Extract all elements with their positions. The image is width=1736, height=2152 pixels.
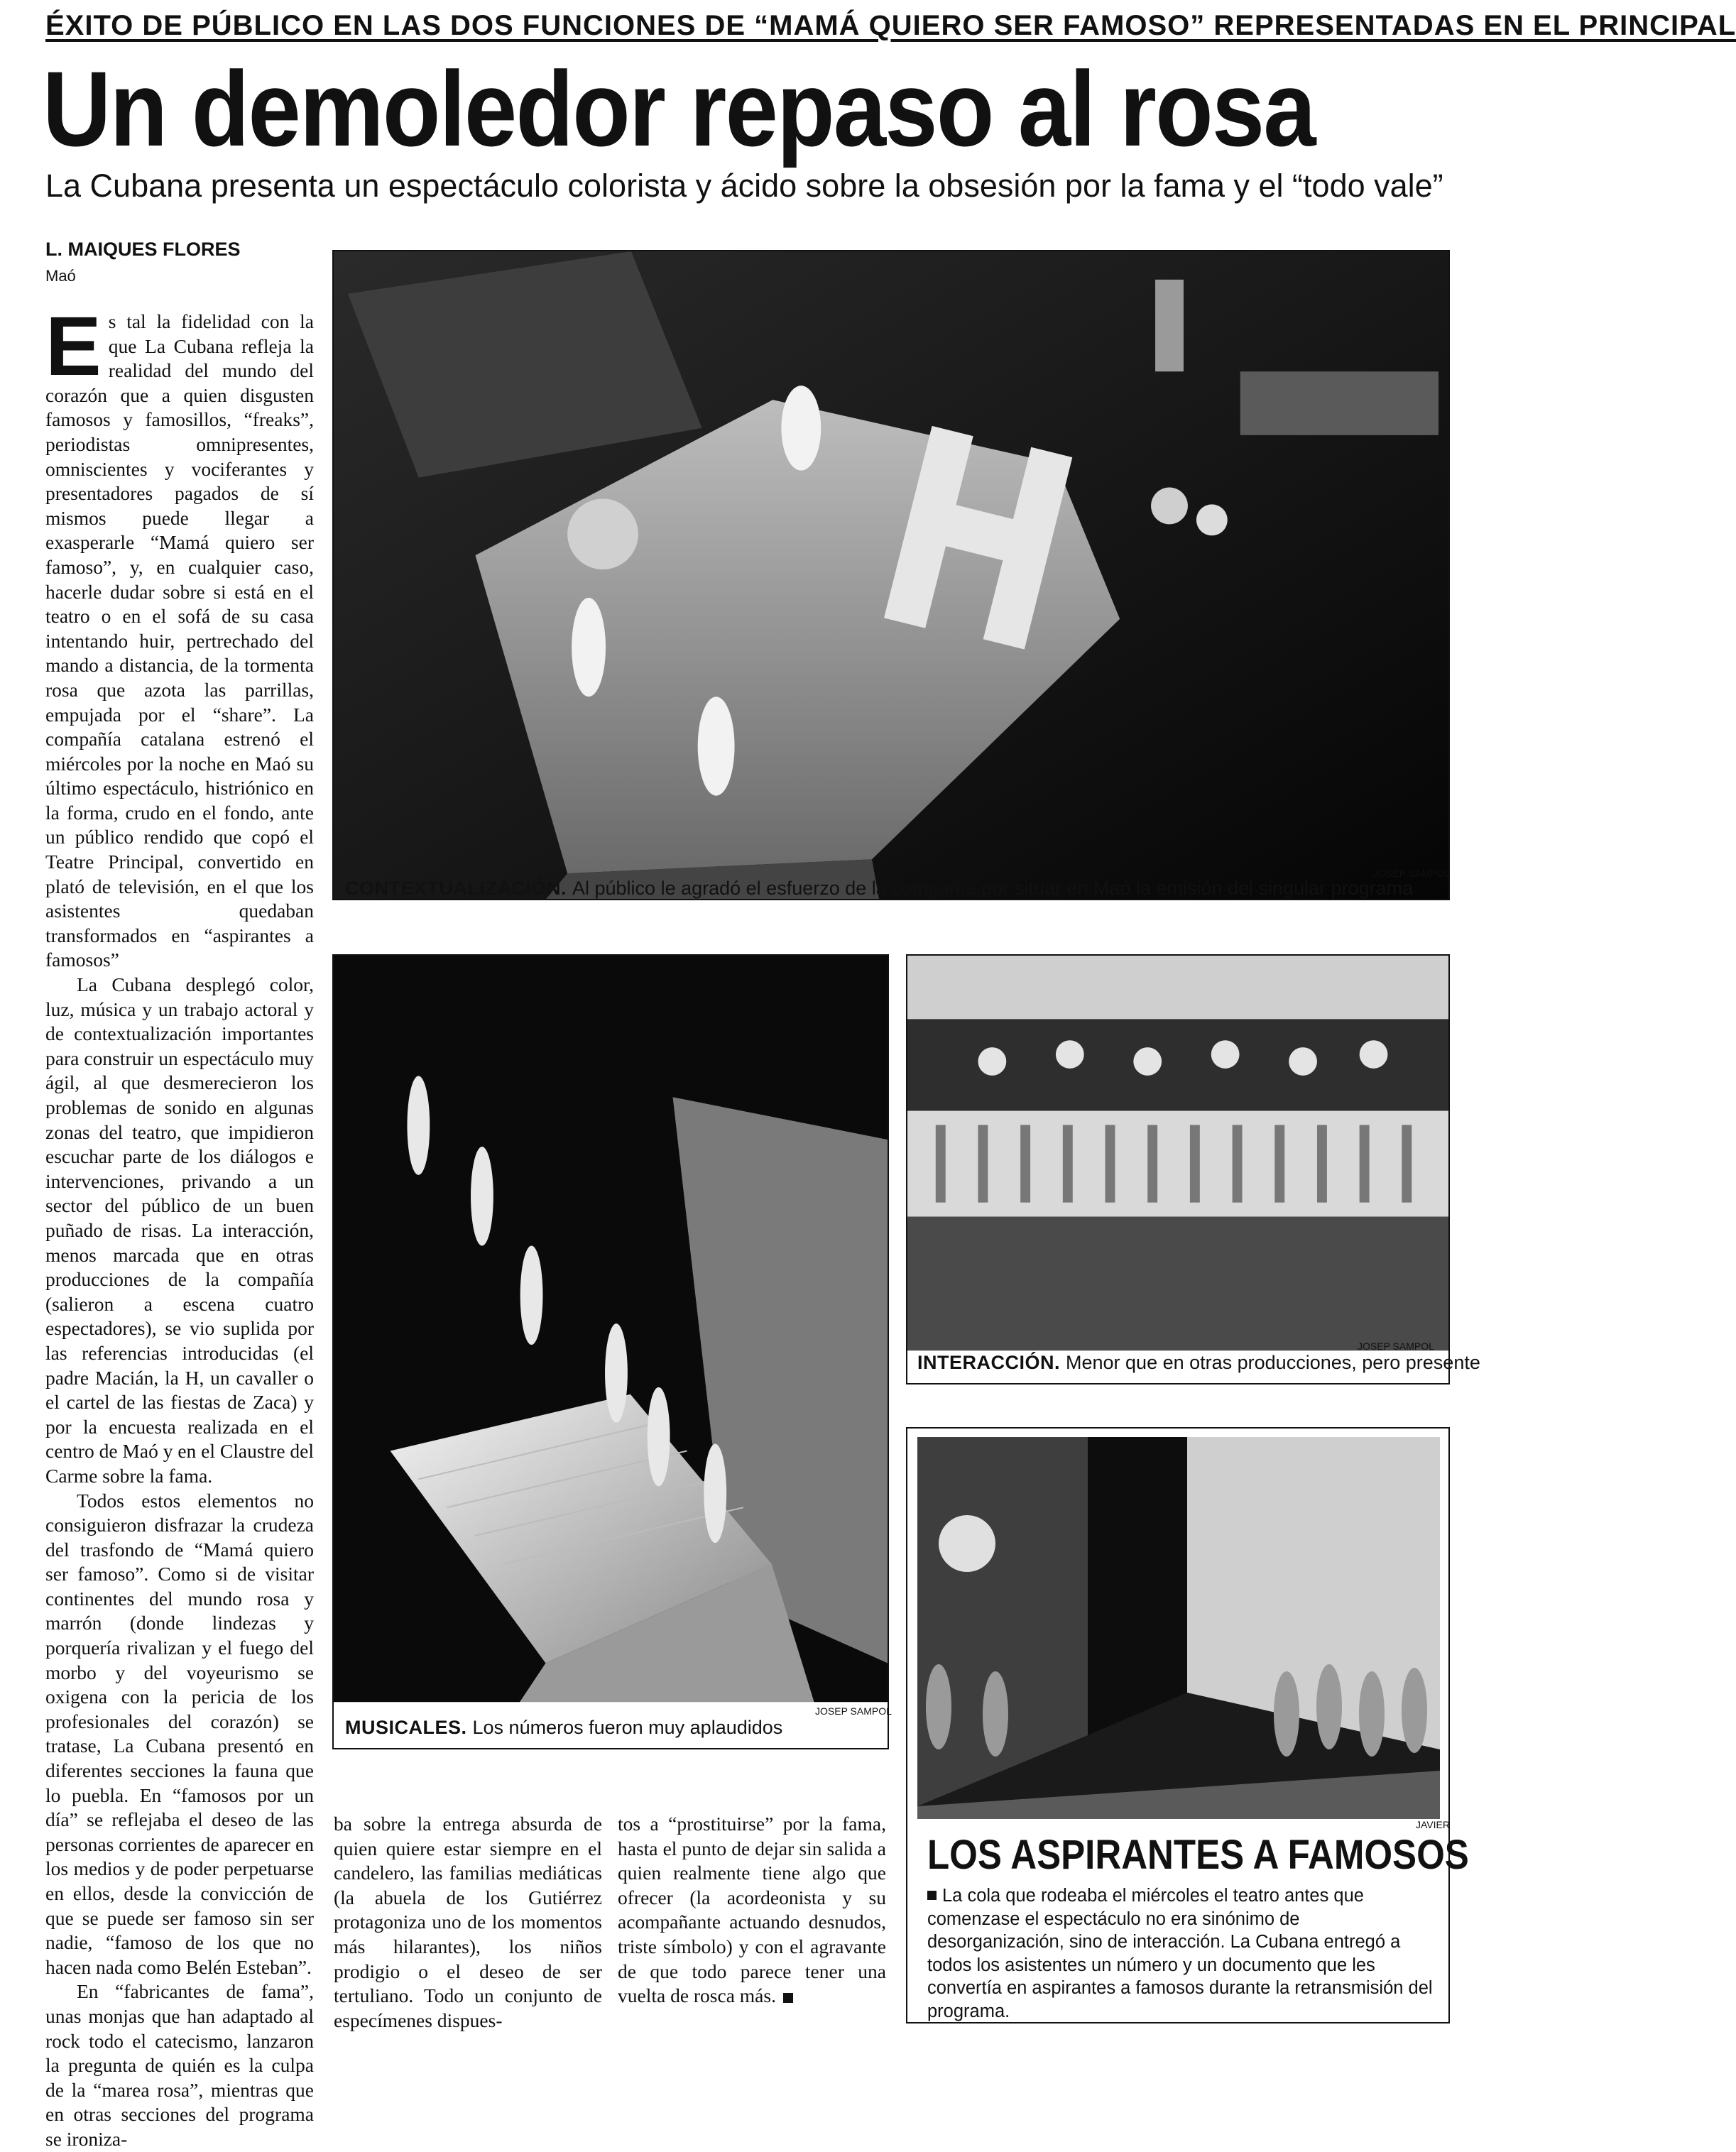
end-mark-icon [783, 1993, 793, 2003]
photo-caption [917, 1352, 1480, 1373]
caption-label: INTERACCIÓN. [917, 1352, 1060, 1373]
article-column-2 [334, 1812, 602, 2033]
paragraph [45, 300, 314, 973]
photo-interaccion [906, 954, 1450, 1384]
photo-caption [345, 878, 1413, 899]
photo-credit: JOSEP SAMPOL [1358, 1340, 1434, 1352]
caption-label: CONTEXTUALIZACIÓN. [345, 878, 567, 899]
street-photo-illustration [917, 1437, 1440, 1819]
photo-credit: JOSEP SAMPOL [1373, 868, 1450, 879]
article-column-1 [45, 300, 314, 2152]
musicals-photo-illustration [334, 956, 888, 1748]
caption-text: Al público le agradó el esfuerzo de la compañía por situar en Maó la emisión del singular programa [572, 878, 1414, 899]
paragraph: En “fabricantes de fama”, unas monjas que han adaptado al rock todo el catecismo, lanzaron la pregunta de quién es la culpa de la “marea rosa”, mientras que en otras secciones del programa se ironiza- [45, 1980, 314, 2150]
dateline: Maó [45, 267, 76, 285]
headline: Un demoledor repaso al rosa [43, 49, 1315, 168]
caption-label: MUSICALES. [345, 1717, 467, 1738]
bullet-icon [927, 1891, 937, 1900]
paragraph [618, 1812, 886, 2009]
caption-text: Los números fueron muy aplaudidos [472, 1717, 783, 1738]
article-column-3 [618, 1812, 886, 2009]
photo-aspirantes [917, 1437, 1440, 1819]
paragraph: ba sobre la entrega absurda de quien quiere estar siempre en el candelero, las familias mediáticas (la abuela de los Gutiérrez protagoniza uno de los momentos más hilarantes), los niños prodigio o el deseo de ser tertuliano. Todo un conjunto de especímenes dispues- [334, 1813, 602, 2031]
drop-cap: E [45, 300, 102, 393]
photo-musicales [332, 954, 889, 1749]
sidebar-text [927, 1884, 1433, 2023]
sidebar-body: La cola que rodeaba el miércoles el teatro antes que comenzase el espectáculo no era sinónimo de desorganización, sino de interacción. La Cubana entregó a todos los asistentes un número y un documento que les convertía en aspirantes a famosos durante la retransmisión del programa. [927, 1886, 1433, 2021]
sidebar-title: LOS ASPIRANTES A FAMOSOS [927, 1832, 1469, 1878]
byline: L. MAIQUES FLORES [45, 239, 241, 260]
paragraph-text: s tal la fidelidad con la que La Cubana refleja la realidad del mundo del corazón que a quien disgusten famosos y famosillos, “freaks”, periodistas omnipresentes, omniscientes y vociferantes y presentadores pagados de sí mismos puede llegar a exasperarle “Mamá quiero ser famoso”, y, en cualquier caso, hacerle dudar sobre si está en el teatro o en el sofá de su casa intentando huir, pertrechado del mando a distancia, de la tormenta rosa que azota las parrillas, empujada por el “share”. La compañía catalana estrenó el miércoles por la noche en Maó su último espectáculo, histriónico en la forma, crudo en el fondo, ante un público rendido que copó el Teatre Principal, convertido en plató de televisión, en el que los asistentes quedaban transformados en “aspirantes a famosos” [45, 310, 314, 971]
caption-text: Menor que en otras producciones, pero presente [1066, 1352, 1480, 1373]
photo-credit: JAVIER [1416, 1819, 1450, 1830]
interaction-photo-illustration [907, 956, 1448, 1383]
subtitle: La Cubana presenta un espectáculo colorista y ácido sobre la obsesión por la fama y el “todo vale” [45, 168, 1443, 204]
photo-stage-contextualizacion [332, 250, 1450, 900]
paragraph: Todos estos elementos no consiguieron disfrazar la crudeza del trasfondo de “Mamá quiero ser famoso”. Como si de visitar continentes del mundo rosa y marrón (donde lindezas y porquería rivalizan y el fuego del morbo y del voyeurismo se oxigena con la pericia de los profesionales del corazón) se tratase, La Cubana presentó en diferentes secciones la fauna que lo puebla. En “famosos por un día” se reflejaba el deseo de las personas corrientes de aparecer en los medios y de poder perpetuarse en ellos, desde la convicción de que se puede ser famoso sin ser nadie, “famoso de los que no hacen nada como Belén Esteban”. [45, 1489, 314, 1978]
stage-photo-illustration [334, 251, 1448, 899]
kicker: ÉXITO DE PÚBLICO EN LAS DOS FUNCIONES DE “MAMÁ QUIERO SER FAMOSO” REPRESENTADAS EN EL PRINCIPAL [45, 10, 1736, 41]
paragraph-text: tos a “prostituirse” por la fama, hasta el punto de dejar sin salida a quien realmente tiene algo que ofrecer (la acordeonista y su acompañante actuando desnudos, triste símbolo) y con el agravante de que todo parece tener una vuelta de rosca más. [618, 1813, 886, 2007]
photo-caption [345, 1717, 782, 1738]
paragraph: La Cubana desplegó color, luz, música y un trabajo actoral y de contextualización importantes para construir un espectáculo muy ágil, al que desmerecieron los problemas de sonido en algunas zonas del teatro, que impidieron escuchar parte de los diálogos e intervenciones, privando a un sector del público de un buen puñado de risas. La interacción, menos marcada que en otras producciones de la compañía (salieron a escena cuatro espectadores), se vio suplida por las referencias introducidas (el padre Macián, la H, un cavaller o el cartel de las fiestas de Zaca) y por la encuesta realizada en el centro de Maó y en el Claustre del Carme sobre la fama. [45, 973, 314, 1487]
photo-credit: JOSEP SAMPOL [815, 1705, 892, 1717]
